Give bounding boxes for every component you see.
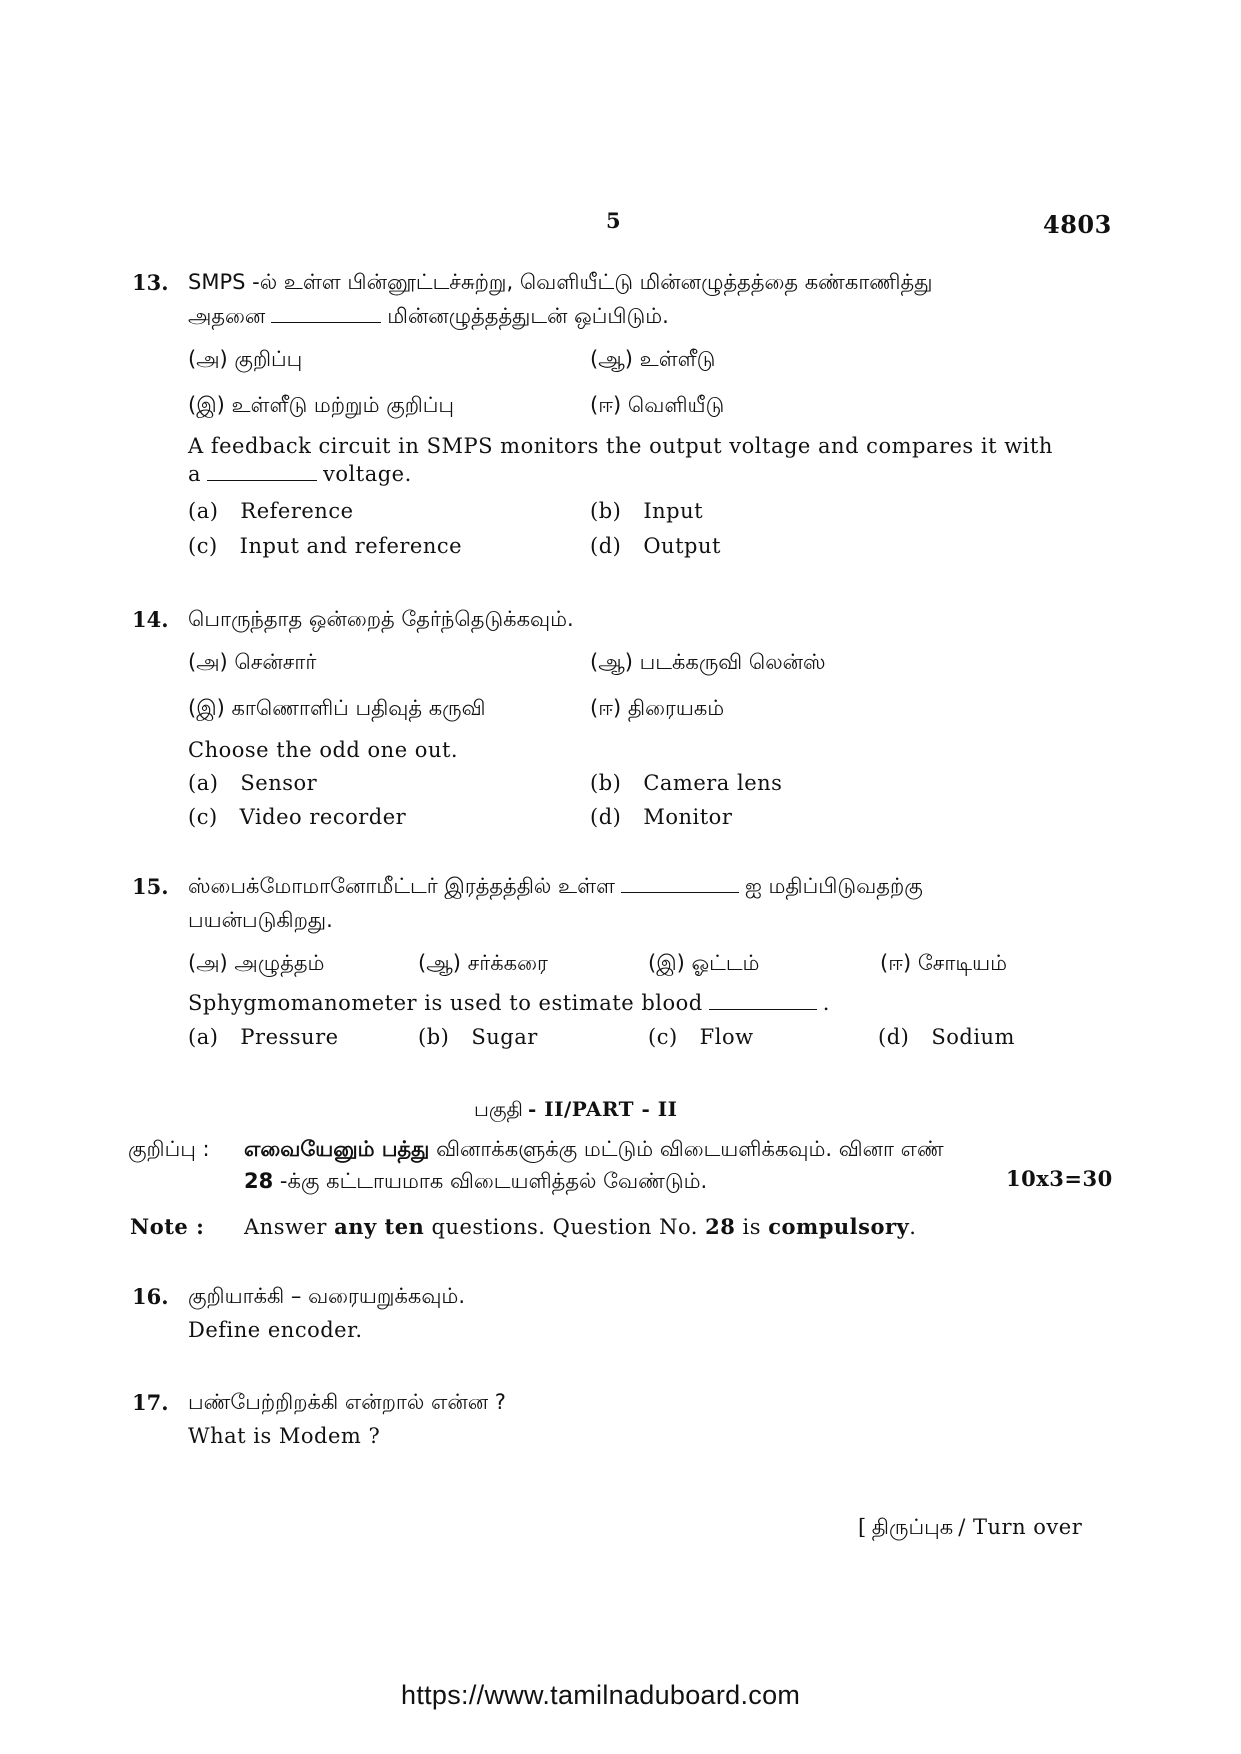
option-d-en: (d) Sodium [878,1025,1015,1049]
question-text-ta-line2: பயன்படுகிறது. [188,908,333,932]
question-number: 16. [132,1284,169,1309]
marks: 10x3=30 [1006,1166,1113,1191]
option-b-en: (b) Sugar [418,1025,538,1049]
answer-blank [709,1008,817,1010]
note-ta-line2: 28 -க்கு கட்டாயமாக விடையளித்தல் வேண்டும். [244,1169,708,1193]
option-a-en: (a) Reference [188,499,354,523]
question-text-en-line2: a voltage. [188,462,412,486]
question-text-en: A feedback circuit in SMPS monitors the output voltage and compares it with [188,434,1053,458]
note-ta-label: குறிப்பு : [128,1137,210,1161]
note-en-label: Note : [130,1214,205,1239]
option-d-ta: (ஈ) வெளியீடு [590,393,725,417]
option-a-en: (a) Pressure [188,1025,339,1049]
option-c-ta: (இ) காணொளிப் பதிவுத் கருவி [188,696,486,720]
question-text-ta-line2 [188,304,669,331]
answer-blank [621,891,739,893]
option-c-en: (c) Flow [648,1025,754,1049]
option-b-ta: (ஆ) படக்கருவி லென்ஸ் [590,650,826,674]
option-c-ta: (இ) உள்ளீடு மற்றும் குறிப்பு [188,393,455,417]
answer-blank [207,479,317,481]
part-heading-en: - II/PART - II [528,1097,678,1121]
answer-blank [271,321,381,323]
note-ta-line1: எவையேனும் பத்து வினாக்களுக்கு மட்டும் விடையளிக்கவும். வினா எண் [244,1137,944,1161]
page-number: 5 [606,208,622,233]
option-d-ta: (ஈ) சோடியம் [880,951,1008,975]
option-d-en: (d) Monitor [590,805,733,829]
question-text-en: Sphygmomanometer is used to estimate blood . [188,991,830,1015]
part-heading-ta: பகுதி [474,1097,523,1121]
option-c-en: (c) Video recorder [188,805,407,829]
question-text-en: Choose the odd one out. [188,738,459,762]
question-text-ta: SMPS -ல் உள்ள பின்னூட்டச்சுற்று, வெளியீட்டு மின்னழுத்தத்தை கண்காணித்து [188,270,933,294]
question-text-ta: ஸ்பைக்மோமானோமீட்டர் இரத்தத்தில் உள்ள ஐ மதிப்பிடுவதற்கு [188,874,923,898]
option-a-ta: (அ) சென்சார் [188,650,317,674]
option-c-en: (c) Input and reference [188,534,463,558]
option-a-ta: (அ) அழுத்தம் [188,951,325,975]
note-en-text: Answer any ten questions. Question No. 28 is compulsory. [244,1214,917,1239]
text-post: மின்னழுத்தத்துடன் ஒப்பிடும். [387,304,669,328]
source-url: https://www.tamilnaduboard.com [401,1680,801,1710]
paper-code: 4803 [1043,210,1112,239]
part-heading [474,1097,678,1124]
option-d-en: (d) Output [590,534,721,558]
option-b-ta: (ஆ) சர்க்கரை [418,951,548,975]
text-pre: அதனை [188,304,266,328]
question-text-ta: குறியாக்கி – வரையறுக்கவும். [188,1284,465,1308]
option-b-ta: (ஆ) உள்ளீடு [590,347,716,371]
question-number: 17. [132,1390,169,1415]
turn-over: [ திருப்புக / Turn over [858,1515,1083,1539]
option-b-en: (b) Input [590,499,704,523]
option-d-ta: (ஈ) திரையகம் [590,696,725,720]
option-b-en: (b) Camera lens [590,771,783,795]
question-text-en: What is Modem ? [188,1424,381,1448]
question-text-en: Define encoder. [188,1318,363,1342]
question-text-ta: பொருந்தாத ஒன்றைத் தேர்ந்தெடுக்கவும். [188,607,574,631]
question-number: 13. [132,270,169,295]
question-number: 14. [132,607,169,632]
option-c-ta: (இ) ஓட்டம் [648,951,760,975]
option-a-ta: (அ) குறிப்பு [188,347,303,371]
question-text-ta: பண்பேற்றிறக்கி என்றால் என்ன ? [188,1390,506,1414]
question-number: 15. [132,874,169,899]
option-a-en: (a) Sensor [188,771,318,795]
